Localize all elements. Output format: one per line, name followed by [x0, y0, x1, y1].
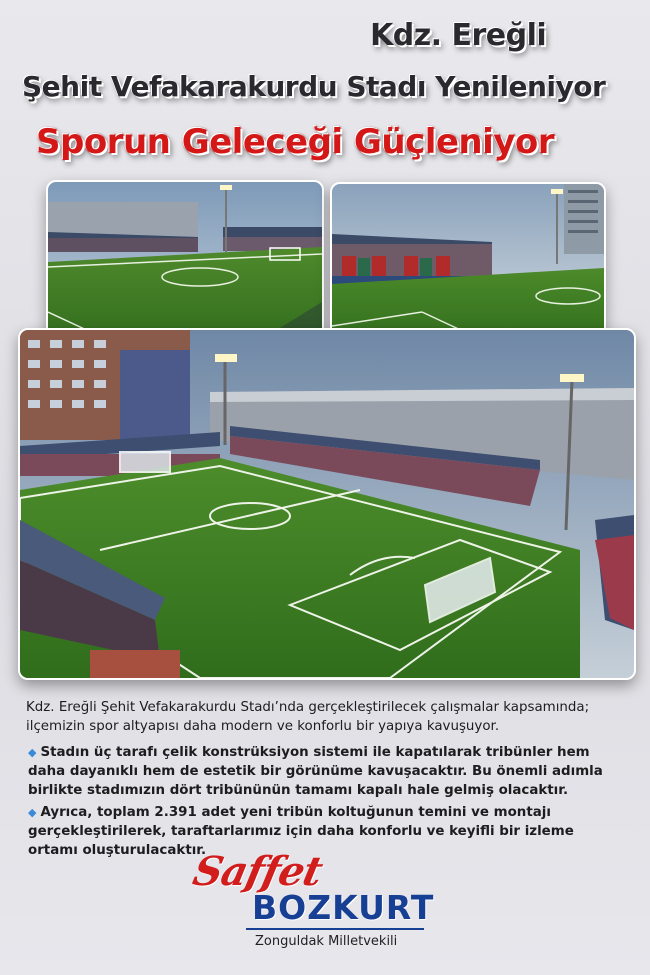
- stadium-main-render: [18, 328, 636, 680]
- bullet-item-1: [26, 743, 628, 800]
- bullet-text-1: Stadın üç tarafı çelik konstrüksiyon sistemi ile kapatılarak tribünler hem daha dayanıklı hem de estetik bir görünüme kavuşacaktır. Bu önemli adımla birlikte stadımızın dört tribününün tamamı kapalı hale gelmiş olacaktır.: [28, 745, 603, 798]
- bullet-item-2: [26, 803, 628, 860]
- bullet-text-2: Ayrıca, toplam 2.391 adet yeni tribün koltuğunun temini ve montajı gerçekleştirilerek, taraftarlarımız için daha konforlu ve keyifli bir izleme ortamı oluşturulacaktır.: [28, 805, 574, 858]
- title-stadium: Şehit Vefakarakurdu Stadı Yenileniyor: [22, 70, 606, 103]
- signature-role: Zonguldak Milletvekili: [255, 934, 398, 949]
- signature-divider: [246, 928, 424, 930]
- title-slogan: Sporun Geleceği Güçleniyor: [36, 122, 555, 162]
- diamond-icon: ◆: [28, 746, 37, 759]
- signature-first-name: Saffet: [189, 848, 327, 895]
- intro-paragraph: Kdz. Ereğli Şehit Vefakarakurdu Stadı’nda gerçekleştirilecek çalışmalar kapsamında; ilçemizin spor altyapısı daha modern ve konforlu bir yapıya kavuşuyor.: [26, 700, 590, 734]
- title-location: Kdz. Ereğli: [370, 18, 547, 53]
- signature-last-name: BOZKURT: [252, 888, 435, 927]
- diamond-icon: ◆: [28, 806, 37, 819]
